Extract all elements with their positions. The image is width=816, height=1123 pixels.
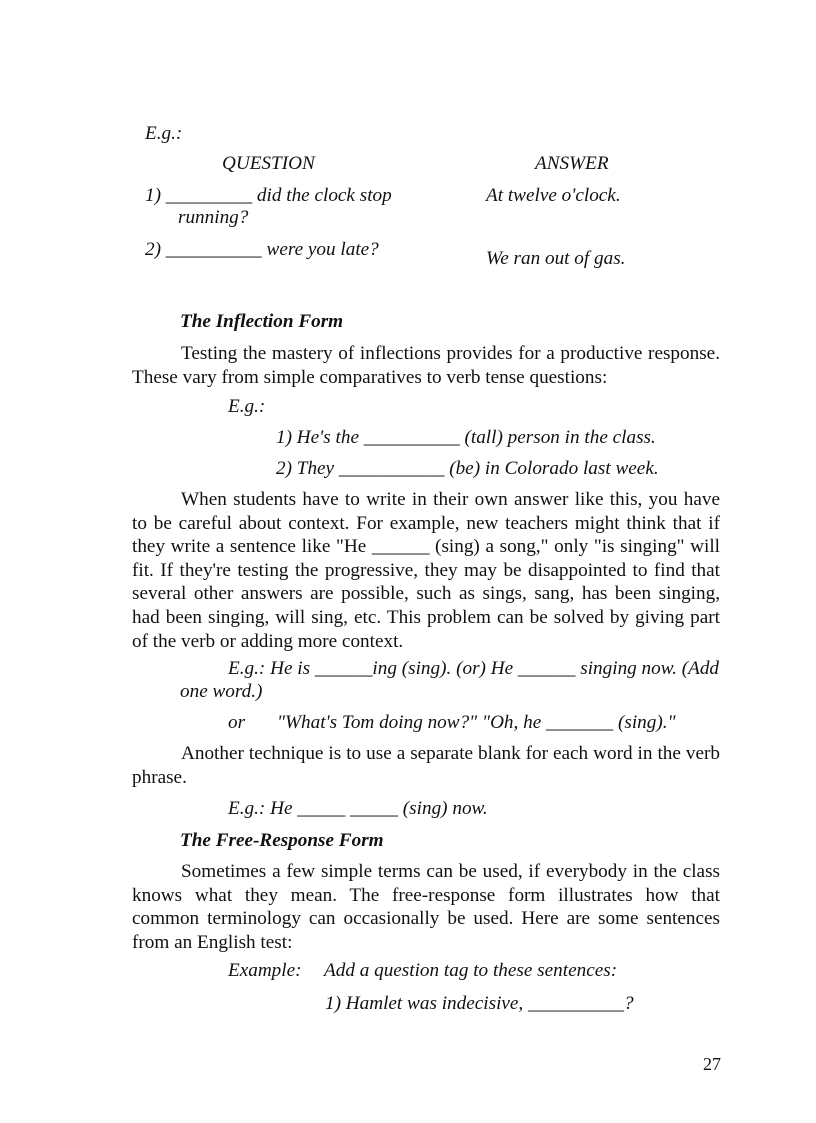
inflection-intro-text: Testing the mastery of inflections provides for a productive response. These vary from simple comparatives to verb tense questions:	[132, 343, 720, 388]
question-1-line-2: running?	[178, 207, 249, 228]
answer-1: At twelve o'clock.	[486, 185, 621, 206]
question-2-line: 2) __________ were you late?	[145, 239, 379, 260]
free-response-paragraph	[132, 860, 720, 954]
or-label: or	[228, 712, 246, 733]
inflection-eg-label: E.g.:	[228, 396, 266, 417]
context-paragraph-text: When students have to write in their own answer like this, you have to be careful about context. For example, new teachers might think that if they write a sentence like "He ______ (sing) a song," only "is singing" will fit. If they're testing the progressive, they may be disappointed to find that several other answers are possible, such as sings, sang, has been singing, had been singing, will sing, etc. This problem can be solved by giving part of the verb or adding more context.	[132, 489, 720, 652]
eg2-line-2: one word.)	[180, 681, 263, 702]
technique-paragraph	[132, 742, 720, 789]
question-header: QUESTION	[222, 153, 315, 174]
example-label: Example:	[228, 960, 302, 981]
inflection-example-1: 1) He's the __________ (tall) person in the class.	[276, 427, 656, 448]
example-instruction: Add a question tag to these sentences:	[324, 960, 618, 981]
free-response-paragraph-text: Sometimes a few simple terms can be used, if everybody in the class knows what they mean. The free-response form illustrates how that common terminology can occasionally be used. Here are some sentences from an English test:	[132, 861, 720, 953]
technique-paragraph-text: Another technique is to use a separate blank for each word in the verb phrase.	[132, 743, 720, 788]
eg-label: E.g.:	[145, 123, 183, 144]
example-item-1: 1) Hamlet was indecisive, __________?	[325, 993, 634, 1014]
eg3-line: E.g.: He _____ _____ (sing) now.	[228, 798, 488, 819]
inflection-heading: The Inflection Form	[180, 311, 344, 332]
context-paragraph	[132, 488, 720, 653]
question-1-line-1: 1) _________ did the clock stop	[145, 185, 392, 206]
or-example: "What's Tom doing now?" "Oh, he _______ (sing)."	[277, 712, 676, 733]
inflection-intro-paragraph	[132, 342, 720, 389]
page-number: 27	[703, 1054, 721, 1074]
answer-header: ANSWER	[535, 153, 609, 174]
answer-2: We ran out of gas.	[486, 248, 626, 269]
free-response-heading: The Free-Response Form	[180, 830, 384, 851]
inflection-example-2: 2) They ___________ (be) in Colorado last week.	[276, 458, 659, 479]
eg2-line-1: E.g.: He is ______ing (sing). (or) He ______ singing now. (Add	[228, 658, 720, 679]
